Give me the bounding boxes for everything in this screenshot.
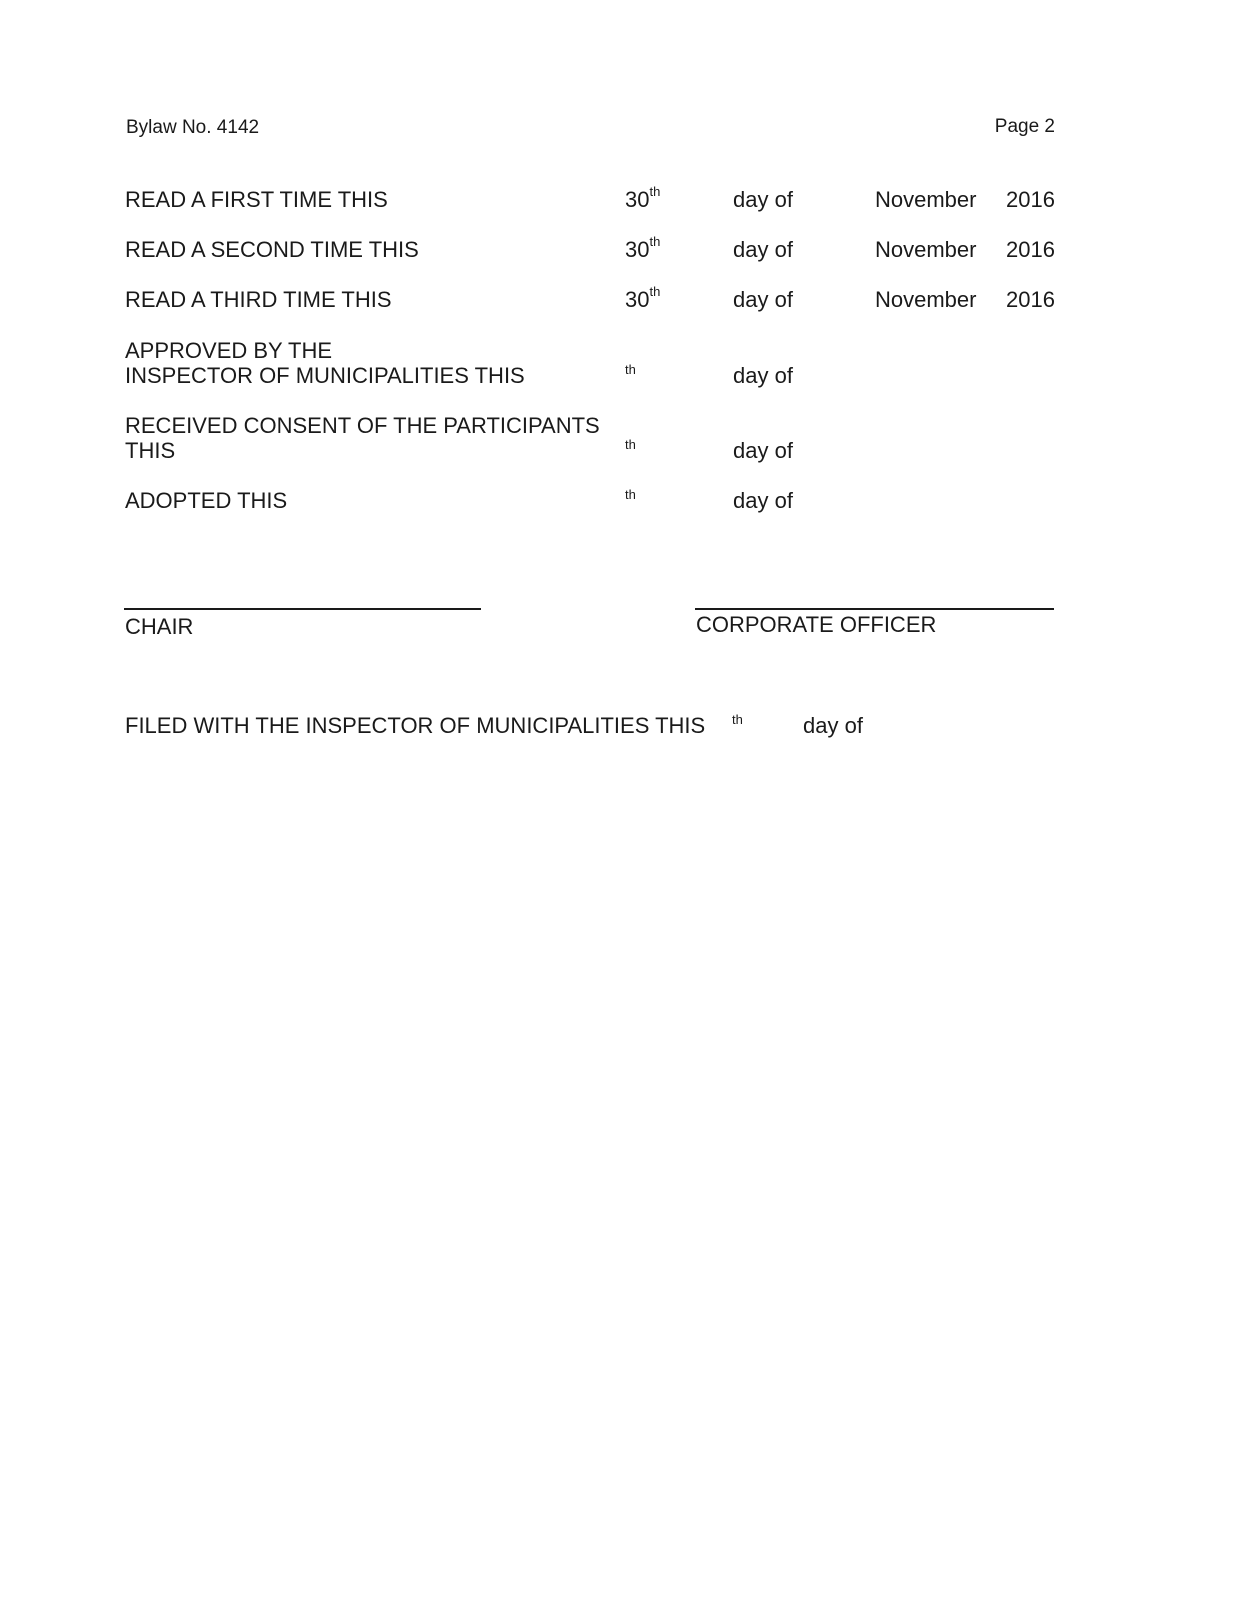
approved-label-line2: INSPECTOR OF MUNICIPALITIES THIS bbox=[125, 363, 525, 388]
day-of-text: day of bbox=[733, 438, 793, 463]
day-of-text: day of bbox=[733, 237, 793, 262]
bylaw-number: Bylaw No. 4142 bbox=[126, 117, 260, 138]
reading-month: November bbox=[875, 287, 977, 312]
chair-label: CHAIR bbox=[125, 614, 194, 639]
reading-day: 30th bbox=[625, 284, 661, 312]
reading-label: READ A THIRD TIME THIS bbox=[125, 287, 392, 312]
reading-month: November bbox=[875, 187, 977, 212]
adopted-day-suffix: th bbox=[625, 487, 636, 502]
reading-year: 2016 bbox=[1006, 237, 1055, 262]
approved-row bbox=[0, 338, 1236, 388]
consent-row bbox=[0, 413, 1236, 463]
adopted-label: ADOPTED THIS bbox=[125, 488, 288, 513]
reading-year: 2016 bbox=[1006, 287, 1055, 312]
consent-label-line1: RECEIVED CONSENT OF THE PARTICIPANTS bbox=[125, 413, 600, 438]
reading-day: 30th bbox=[625, 184, 661, 212]
reading-year: 2016 bbox=[1006, 187, 1055, 212]
reading-label: READ A SECOND TIME THIS bbox=[125, 237, 419, 262]
day-of-text: day of bbox=[733, 363, 793, 388]
adopted-row bbox=[0, 488, 1236, 514]
day-of-text: day of bbox=[803, 713, 863, 738]
consent-day-suffix: th bbox=[625, 437, 636, 452]
filed-day-suffix: th bbox=[732, 712, 743, 727]
corporate-officer-label: CORPORATE OFFICER bbox=[696, 612, 937, 637]
chair-signature-line bbox=[124, 608, 481, 610]
consent-label-line2: THIS bbox=[125, 438, 176, 463]
reading-day: 30th bbox=[625, 234, 661, 262]
reading-month: November bbox=[875, 237, 977, 262]
reading-label: READ A FIRST TIME THIS bbox=[125, 187, 388, 212]
approved-day-suffix: th bbox=[625, 362, 636, 377]
day-of-text: day of bbox=[733, 287, 793, 312]
approved-label-line1: APPROVED BY THE bbox=[125, 338, 333, 363]
day-of-text: day of bbox=[733, 187, 793, 212]
page-number: Page 2 bbox=[994, 116, 1055, 137]
corporate-officer-signature-line bbox=[695, 608, 1054, 610]
day-of-text: day of bbox=[733, 488, 793, 513]
filed-label: FILED WITH THE INSPECTOR OF MUNICIPALITIES THIS bbox=[125, 713, 706, 738]
